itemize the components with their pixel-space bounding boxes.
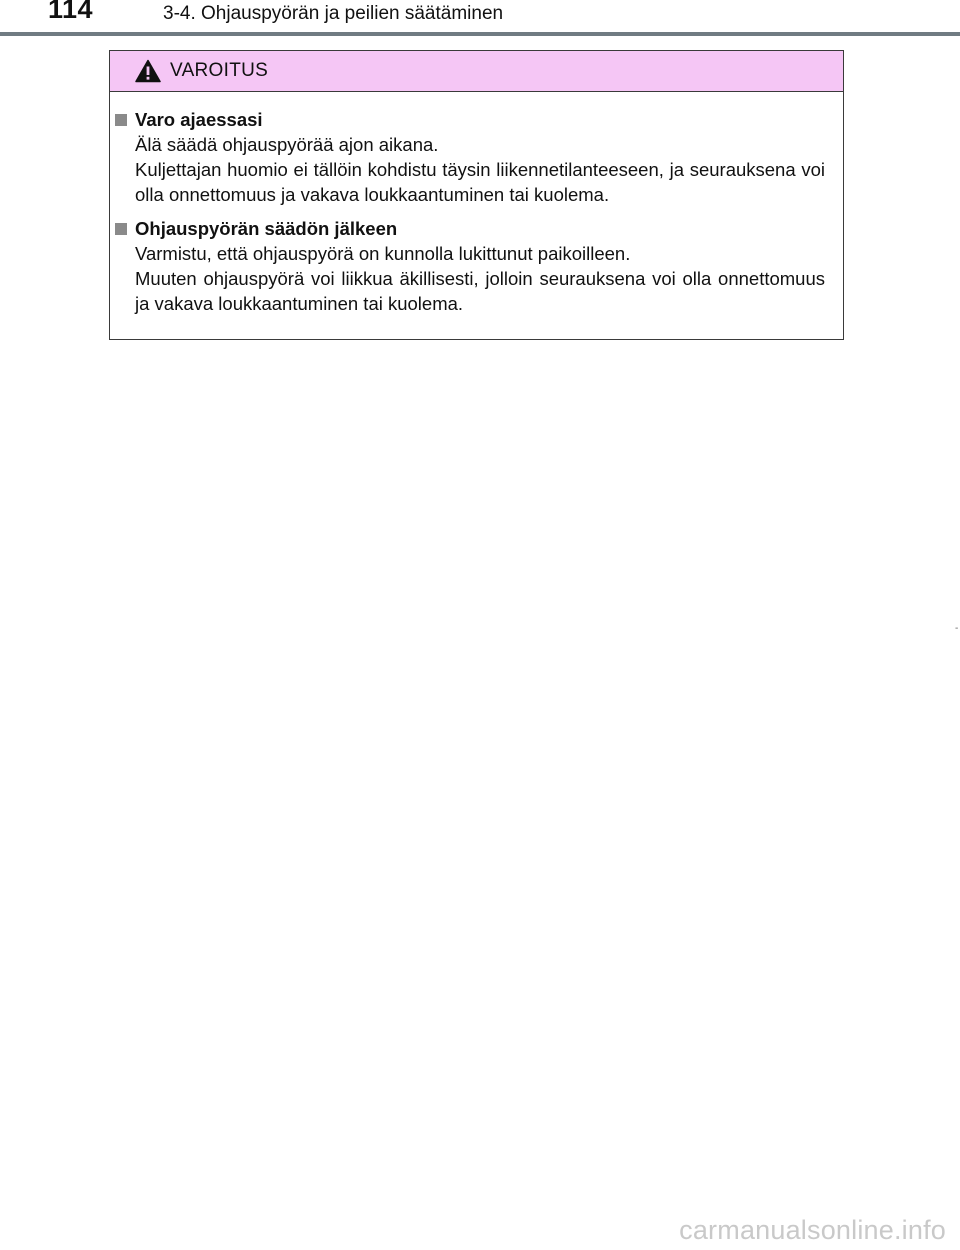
warning-triangle-icon	[135, 59, 161, 83]
warning-item-text: Varmistu, että ohjauspyörä on kunnolla lukittunut paikoilleen.	[135, 243, 631, 264]
warning-item-heading	[115, 217, 825, 241]
warning-item-title: Ohjauspyörän säädön jälkeen	[135, 218, 398, 239]
warning-header	[110, 51, 843, 92]
watermark: carmanualsonline.info	[679, 1215, 946, 1245]
header-rule	[0, 32, 960, 36]
warning-item-text: Muuten ohjauspyörä voi liikkua äkillisesti, jolloin seurauksena voi olla onnettomuus ja vakava loukkaantuminen tai kuolema.	[135, 268, 825, 314]
warning-item-text: Kuljettajan huomio ei tällöin kohdistu täysin liikennetilanteeseen, ja seurauksena voi olla onnettomuus ja vakava loukkaantuminen tai kuolema.	[135, 159, 825, 205]
warning-item	[115, 108, 825, 207]
page-number: 114	[48, 0, 94, 24]
margin-mark: -	[955, 623, 959, 634]
warning-body	[110, 92, 843, 316]
warning-item-title: Varo ajaessasi	[135, 109, 263, 130]
square-bullet-icon	[115, 114, 127, 126]
warning-box	[109, 50, 844, 340]
warning-title: VAROITUS	[170, 60, 269, 81]
section-title: 3-4. Ohjauspyörän ja peilien säätäminen	[163, 3, 504, 24]
warning-item	[115, 217, 825, 316]
warning-item-text: Älä säädä ohjauspyörää ajon aikana.	[135, 134, 439, 155]
warning-item-heading	[115, 108, 825, 132]
square-bullet-icon	[115, 223, 127, 235]
